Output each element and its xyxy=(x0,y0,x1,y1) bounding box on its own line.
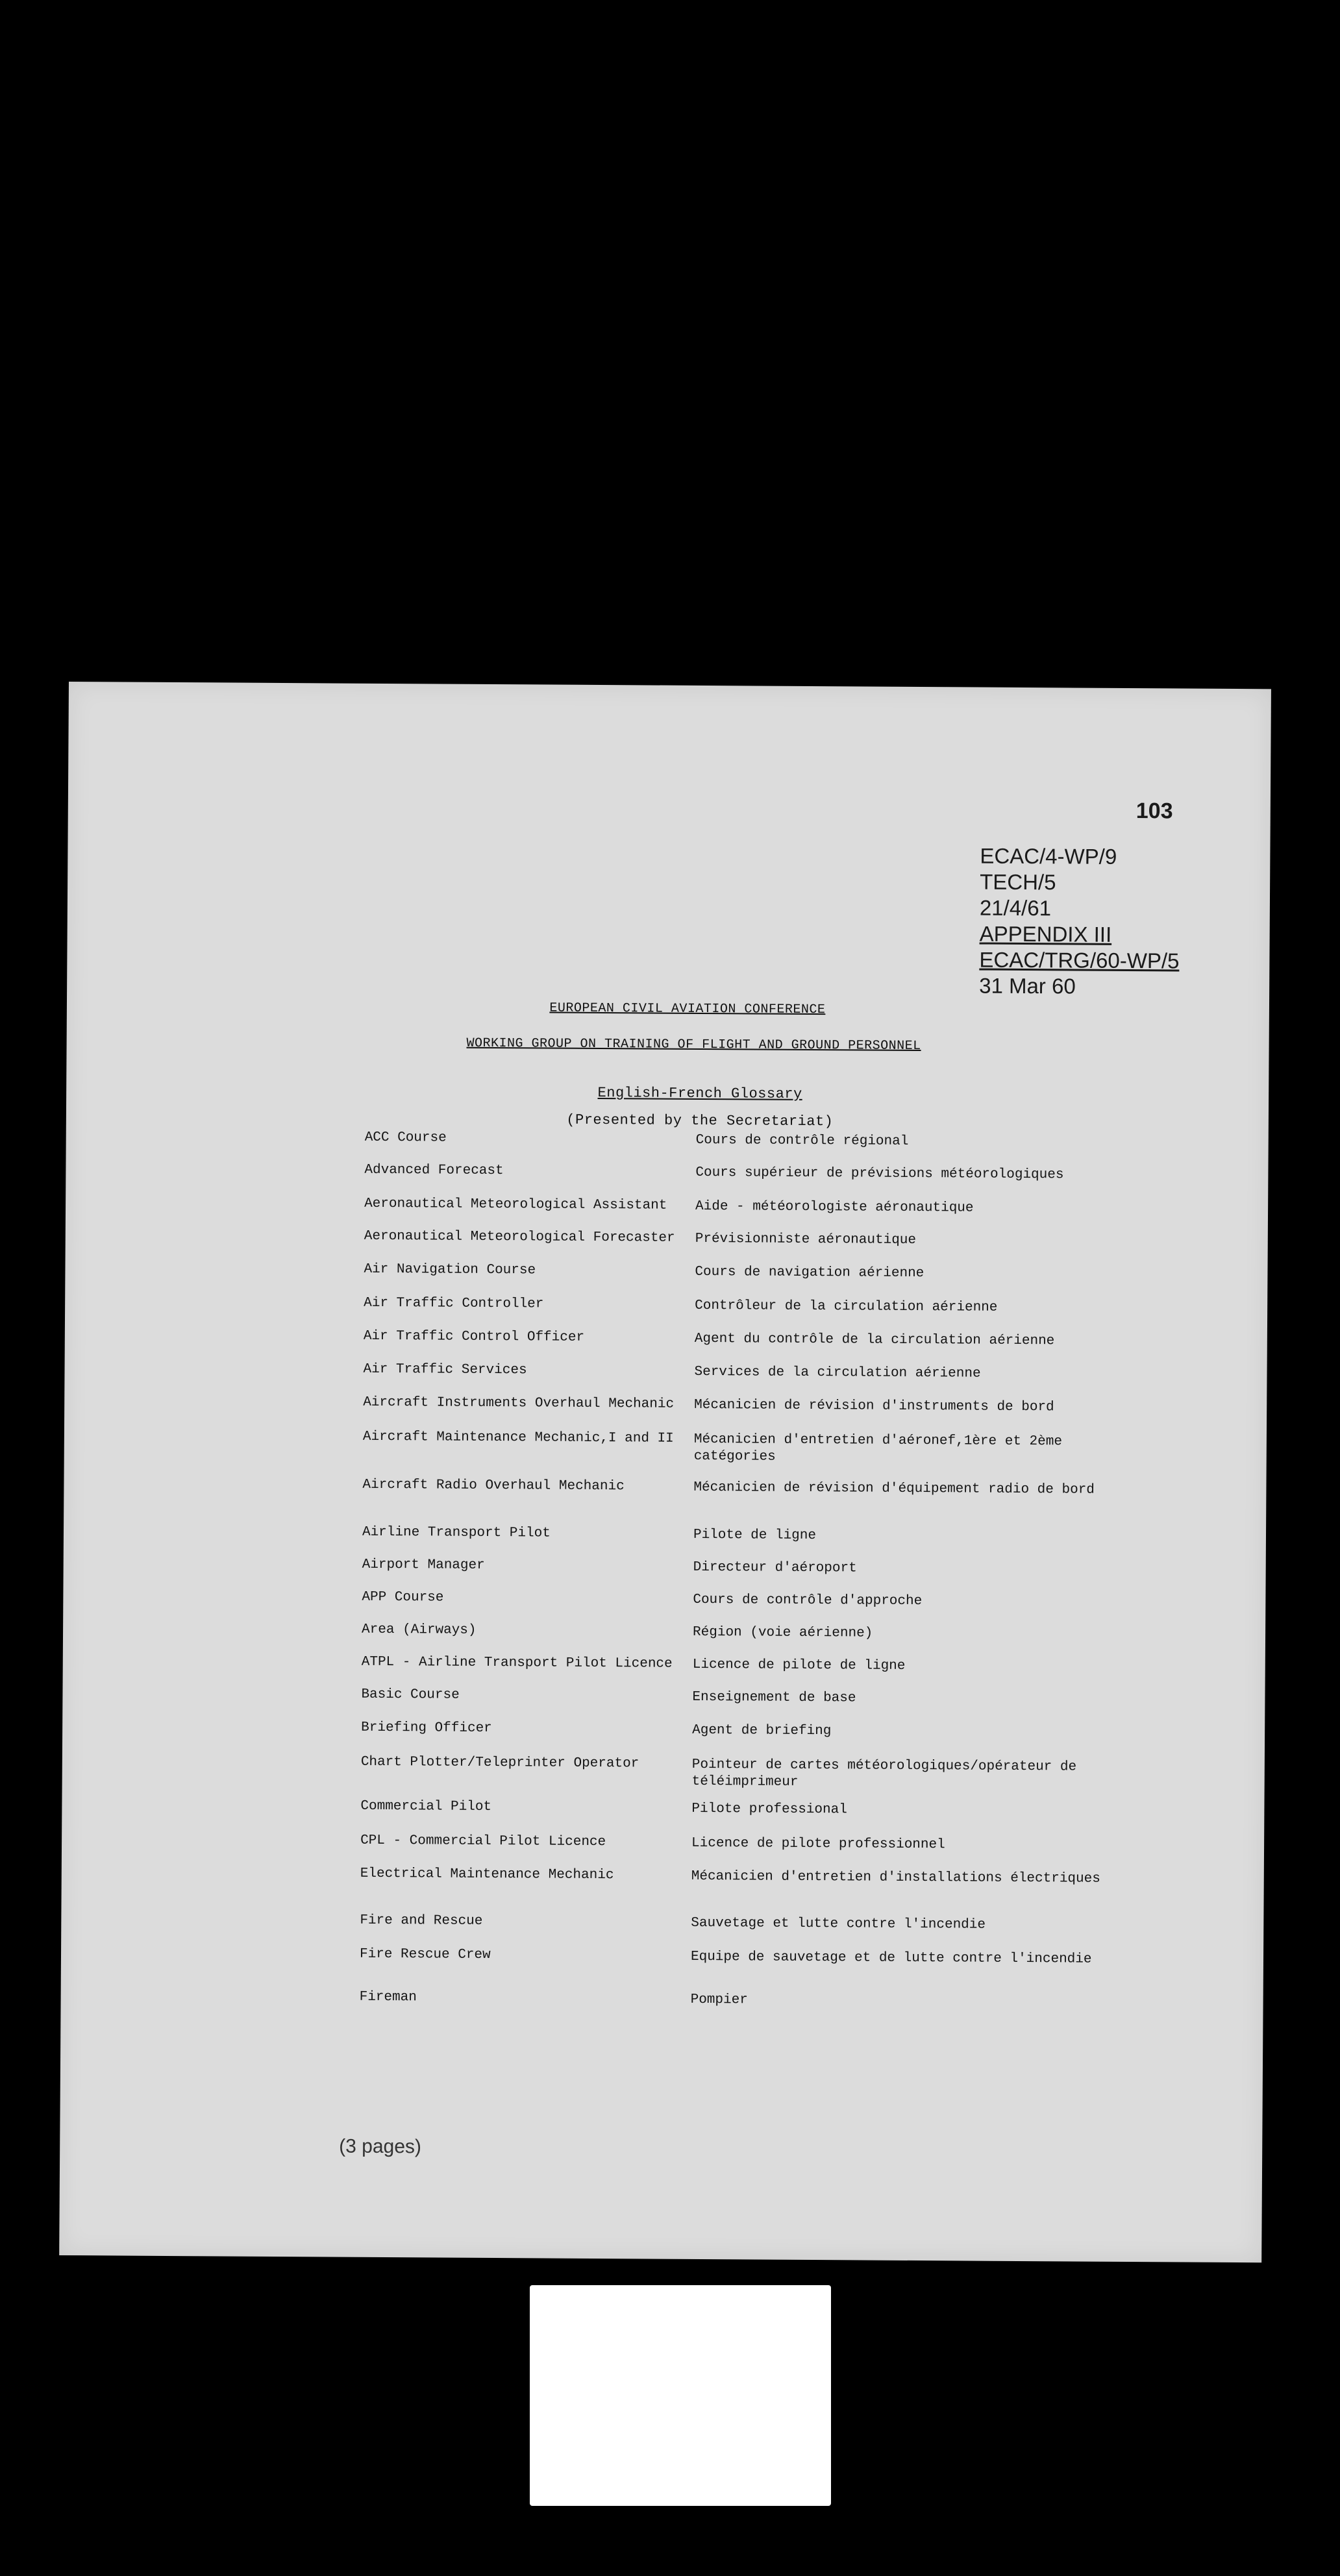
french-term: Cours supérieur de prévisions météorologiques xyxy=(695,1165,1064,1183)
english-term: Air Traffic Control Officer xyxy=(363,1328,585,1345)
film-label-card xyxy=(530,2285,831,2506)
french-term: Cours de navigation aérienne xyxy=(695,1264,924,1282)
english-term: Fire Rescue Crew xyxy=(359,1946,491,1963)
glossary-row xyxy=(362,1557,1232,1576)
french-term: Licence de pilote de ligne xyxy=(692,1657,906,1674)
french-term: Directeur d'aéroport xyxy=(693,1559,857,1576)
english-term: Advanced Forecast xyxy=(364,1162,504,1179)
document-page xyxy=(59,682,1271,2262)
french-term: Equipe de sauvetage et de lutte contre l'incendie xyxy=(690,1949,1092,1967)
french-term: Mécanicien d'entretien d'installations électriques xyxy=(691,1868,1100,1887)
french-term: Aide - météorologiste aéronautique xyxy=(695,1198,974,1216)
english-term: Airport Manager xyxy=(362,1557,485,1573)
english-term: Electrical Maintenance Mechanic xyxy=(360,1866,614,1883)
french-term: Prévisionniste aéronautique xyxy=(695,1231,917,1248)
glossary-title: English-French Glossary xyxy=(597,1084,802,1102)
glossary-row xyxy=(362,1589,1232,1609)
english-term: Chart Plotter/Teleprinter Operator xyxy=(360,1754,639,1772)
english-term: Aircraft Instruments Overhaul Mechanic xyxy=(363,1394,675,1412)
english-term: Air Traffic Controller xyxy=(364,1295,544,1312)
glossary-row xyxy=(364,1162,1234,1183)
french-term: Pompier xyxy=(690,1992,748,2008)
english-term: Area (Airways) xyxy=(362,1622,477,1638)
glossary-row xyxy=(363,1328,1234,1349)
glossary-row xyxy=(364,1196,1234,1216)
reference-line: ECAC/4-WP/9 xyxy=(980,843,1117,869)
glossary-row xyxy=(361,1654,1232,1674)
english-term: Aeronautical Meteorological Forecaster xyxy=(364,1228,675,1246)
english-term: Aircraft Maintenance Mechanic,I and II xyxy=(362,1429,674,1446)
reference-block xyxy=(979,843,1213,1000)
glossary-row xyxy=(364,1261,1234,1282)
glossary-row xyxy=(360,1913,1230,1933)
glossary-row xyxy=(364,1228,1234,1248)
english-term: Airline Transport Pilot xyxy=(362,1524,551,1541)
french-term: Cours de contrôle d'approche xyxy=(693,1592,923,1609)
english-term: Aeronautical Meteorological Assistant xyxy=(364,1196,667,1213)
english-term: Air Navigation Course xyxy=(364,1261,536,1278)
english-term: Air Traffic Services xyxy=(363,1361,527,1378)
french-term: Agent de briefing xyxy=(692,1722,832,1739)
english-term: ATPL - Airline Transport Pilot Licence xyxy=(361,1654,673,1672)
english-term: Aircraft Radio Overhaul Mechanic xyxy=(362,1477,625,1494)
english-term: Commercial Pilot xyxy=(360,1798,492,1815)
glossary-row xyxy=(360,1833,1230,1853)
working-group-heading: WORKING GROUP ON TRAINING OF FLIGHT AND GROUND PERSONNEL xyxy=(466,1035,921,1054)
glossary-row xyxy=(364,1295,1234,1315)
english-term: Fire and Rescue xyxy=(360,1913,483,1929)
english-term: Basic Course xyxy=(361,1687,460,1703)
english-term: CPL - Commercial Pilot Licence xyxy=(360,1833,606,1850)
glossary-row xyxy=(363,1361,1234,1381)
glossary-row xyxy=(361,1720,1231,1739)
french-term: Mécanicien de révision d'instruments de bord xyxy=(694,1397,1054,1415)
french-term: Licence de pilote professionnel xyxy=(691,1835,945,1853)
english-term: Fireman xyxy=(359,1989,417,2005)
glossary-row xyxy=(362,1477,1233,1498)
glossary-row xyxy=(359,1946,1230,1967)
english-term: ACC Course xyxy=(364,1130,447,1146)
glossary-row xyxy=(359,1989,1230,2008)
french-term: Pilote de ligne xyxy=(693,1527,817,1544)
glossary-row xyxy=(362,1429,1233,1465)
glossary-row xyxy=(362,1622,1232,1641)
page-number: 103 xyxy=(1135,799,1173,824)
french-term: Services de la circulation aérienne xyxy=(694,1364,981,1381)
glossary-row xyxy=(362,1524,1232,1544)
french-term: Agent du contrôle de la circulation aérienne xyxy=(694,1331,1055,1349)
reference-line: APPENDIX III xyxy=(979,921,1112,947)
french-term: Cours de contrôle régional xyxy=(695,1132,909,1149)
reference-line: 21/4/61 xyxy=(979,895,1052,921)
reference-line: 31 Mar 60 xyxy=(979,973,1076,998)
french-term: Région (voie aérienne) xyxy=(693,1624,873,1641)
page-count-note: (3 pages) xyxy=(339,2135,422,2158)
reference-line: TECH/5 xyxy=(980,869,1056,895)
conference-heading: EUROPEAN CIVIL AVIATION CONFERENCE xyxy=(549,1000,826,1018)
french-term: Sauvetage et lutte contre l'incendie xyxy=(691,1915,986,1933)
glossary-row xyxy=(361,1687,1232,1706)
english-term: Briefing Officer xyxy=(361,1720,492,1737)
french-term: Enseignement de base xyxy=(692,1689,856,1706)
glossary-row xyxy=(363,1394,1233,1415)
french-term: Mécanicien d'entretien d'aéronef,1ère et 2ème catégories xyxy=(693,1431,1063,1465)
glossary-row xyxy=(360,1866,1230,1887)
glossary-row xyxy=(360,1754,1231,1790)
french-term: Mécanicien de révision d'équipement radio de bord xyxy=(693,1480,1095,1498)
glossary-row xyxy=(360,1798,1230,1818)
reference-line: ECAC/TRG/60-WP/5 xyxy=(979,947,1180,973)
english-term: APP Course xyxy=(362,1589,444,1605)
french-term: Pointeur de cartes météorologiques/opérateur de téléimprimeur xyxy=(691,1757,1077,1790)
presented-by: (Presented by the Secretariat) xyxy=(566,1111,834,1130)
french-term: Contrôleur de la circulation aérienne xyxy=(695,1298,998,1315)
french-term: Pilote professional xyxy=(691,1801,847,1818)
